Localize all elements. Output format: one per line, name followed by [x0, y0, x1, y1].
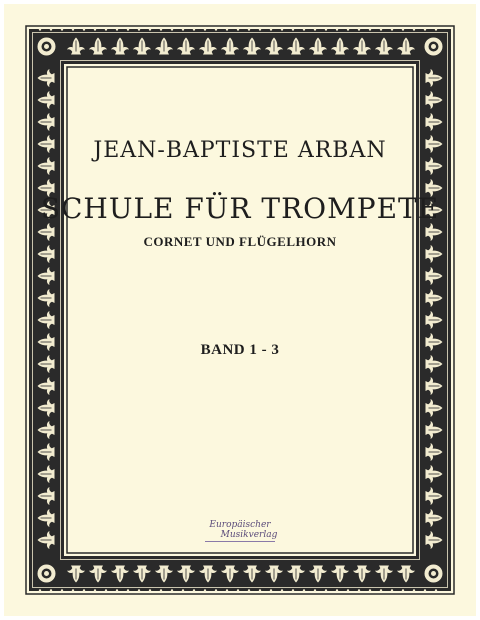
book-subtitle: CORNET UND FLÜGELHORN	[143, 234, 337, 249]
border-bead	[127, 589, 129, 591]
border-bead	[369, 589, 371, 591]
border-bead	[127, 28, 129, 30]
border-bead	[413, 589, 415, 591]
border-bead	[215, 28, 217, 30]
logo-swash	[205, 541, 275, 544]
border-bead	[402, 589, 404, 591]
border-bead	[303, 28, 305, 30]
border-bead	[303, 589, 305, 591]
author-name: JEAN-BAPTISTE ARBAN	[93, 138, 387, 163]
publisher-line-1: Europäischer	[209, 520, 271, 530]
border-bead	[259, 589, 261, 591]
border-bead	[270, 589, 272, 591]
border-bead	[50, 589, 52, 591]
border-bead	[138, 589, 140, 591]
border-bead	[248, 589, 250, 591]
rosette-corner-icon	[38, 565, 56, 583]
border-bead	[314, 28, 316, 30]
border-bead	[413, 28, 415, 30]
border-bead	[237, 589, 239, 591]
border-bead	[116, 589, 118, 591]
border-bead	[270, 28, 272, 30]
publisher-line-2: Musikverlag	[220, 530, 278, 540]
rosette-corner-icon	[38, 38, 56, 56]
border-bead	[369, 28, 371, 30]
border-bead	[39, 589, 41, 591]
border-bead	[226, 28, 228, 30]
border-bead	[292, 589, 294, 591]
border-bead	[402, 28, 404, 30]
border-bead	[182, 28, 184, 30]
border-bead	[50, 28, 52, 30]
border-bead	[83, 589, 85, 591]
border-bead	[149, 28, 151, 30]
border-bead	[160, 589, 162, 591]
border-bead	[160, 28, 162, 30]
border-bead	[204, 589, 206, 591]
border-bead	[61, 28, 63, 30]
publisher-logo	[194, 520, 286, 544]
border-bead	[171, 28, 173, 30]
border-bead	[138, 28, 140, 30]
border-bead	[237, 28, 239, 30]
border-bead	[435, 589, 437, 591]
border-bead	[94, 28, 96, 30]
border-bead	[281, 28, 283, 30]
border-bead	[226, 589, 228, 591]
rosette-corner-icon	[425, 38, 443, 56]
border-bead	[94, 589, 96, 591]
border-bead	[215, 589, 217, 591]
border-bead	[259, 28, 261, 30]
border-bead	[105, 589, 107, 591]
border-bead	[391, 589, 393, 591]
border-bead	[72, 589, 74, 591]
border-bead	[116, 28, 118, 30]
border-bead	[281, 589, 283, 591]
border-bead	[182, 589, 184, 591]
border-bead	[435, 28, 437, 30]
border-bead	[347, 28, 349, 30]
border-bead	[39, 28, 41, 30]
rosette-corner-icon	[425, 565, 443, 583]
palmette-ornament-icon	[38, 28, 443, 591]
border-bead	[314, 589, 316, 591]
border-bead	[248, 28, 250, 30]
border-bead	[380, 589, 382, 591]
border-bead	[61, 589, 63, 591]
border-bead	[336, 28, 338, 30]
border-bead	[171, 589, 173, 591]
border-bead	[105, 28, 107, 30]
book-title: SCHULE FÜR TROMPETE	[40, 192, 440, 225]
border-bead	[325, 589, 327, 591]
border-bead	[424, 589, 426, 591]
border-bead	[391, 28, 393, 30]
border-bead	[358, 589, 360, 591]
border-bead	[358, 28, 360, 30]
border-bead	[149, 589, 151, 591]
book-cover	[4, 4, 476, 616]
border-bead	[193, 589, 195, 591]
border-bead	[336, 589, 338, 591]
border-bead	[380, 28, 382, 30]
border-bead	[292, 28, 294, 30]
border-bead	[83, 28, 85, 30]
volume-label: BAND 1 - 3	[200, 342, 280, 358]
border-bead	[325, 28, 327, 30]
border-bead	[193, 28, 195, 30]
border-bead	[72, 28, 74, 30]
border-bead	[204, 28, 206, 30]
border-bead	[347, 589, 349, 591]
border-bead	[424, 28, 426, 30]
